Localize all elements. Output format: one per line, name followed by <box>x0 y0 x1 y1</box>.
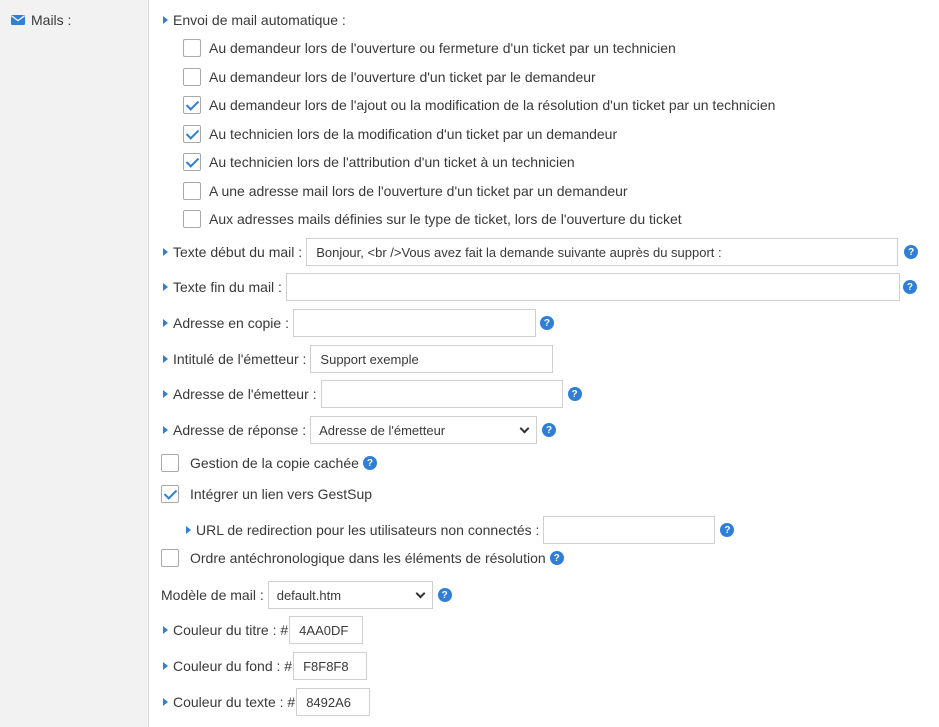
auto-mail-checkbox-4[interactable] <box>183 125 201 143</box>
auto-mail-option-label: Aux adresses mails définies sur le type de ticket, lors de l'ouverture du ticket <box>209 211 682 227</box>
auto-mail-option-label: Au demandeur lors de l'ouverture ou fermeture d'un ticket par un technicien <box>209 40 676 56</box>
cc-address-label: Adresse en copie : <box>173 315 289 331</box>
chevron-down-icon <box>520 423 530 433</box>
help-icon[interactable]: ? <box>540 316 554 330</box>
sender-address-label: Adresse de l'émetteur : <box>173 386 317 402</box>
text-start-input[interactable]: Bonjour, <br />Vous avez fait la demande suivante auprès du support : <box>306 238 898 266</box>
auto-mail-option[interactable] <box>183 39 676 57</box>
auto-mail-option[interactable] <box>183 182 628 200</box>
sidebar <box>0 0 149 727</box>
help-icon[interactable]: ? <box>903 280 917 294</box>
gestsup-link-checkbox[interactable] <box>161 485 179 503</box>
text-start-row <box>163 238 918 266</box>
text-color-row <box>163 688 370 716</box>
help-icon[interactable]: ? <box>542 423 556 437</box>
caret-right-icon <box>163 626 168 634</box>
sender-name-label: Intitulé de l'émetteur : <box>173 351 307 367</box>
caret-right-icon <box>186 526 191 534</box>
help-icon[interactable]: ? <box>720 523 734 537</box>
cc-address-input[interactable] <box>293 309 536 337</box>
caret-right-icon <box>163 283 168 291</box>
auto-mail-option[interactable] <box>183 125 617 143</box>
chevron-down-icon <box>415 588 425 598</box>
auto-mail-option[interactable] <box>183 68 596 86</box>
auto-mail-checkbox-3[interactable] <box>183 96 201 114</box>
auto-mail-checkbox-1[interactable] <box>183 39 201 57</box>
title-color-input[interactable]: 4AA0DF <box>289 616 363 644</box>
auto-mail-option[interactable] <box>183 96 775 114</box>
sender-name-row <box>163 345 553 373</box>
template-select[interactable] <box>268 581 433 609</box>
reply-address-row <box>163 416 556 444</box>
auto-mail-option-label: Au demandeur lors de l'ajout ou la modification de la résolution d'un ticket par un technicien <box>209 97 776 113</box>
auto-mail-option[interactable] <box>183 210 682 228</box>
text-end-row <box>163 273 917 301</box>
help-icon[interactable]: ? <box>550 551 564 565</box>
reverse-order-row[interactable] <box>161 549 564 567</box>
reverse-order-checkbox[interactable] <box>161 549 179 567</box>
template-row <box>161 581 452 609</box>
caret-right-icon <box>163 662 168 670</box>
text-end-label: Texte fin du mail : <box>173 279 282 295</box>
reply-address-label: Adresse de réponse : <box>173 422 307 438</box>
reverse-order-label: Ordre antéchronologique dans les éléments de résolution <box>190 550 546 566</box>
auto-mail-option-label: Au technicien lors de l'attribution d'un ticket à un technicien <box>209 154 575 170</box>
title-color-label: Couleur du titre : # <box>173 622 289 638</box>
text-color-input[interactable]: 8492A6 <box>296 688 370 716</box>
auto-mail-checkbox-5[interactable] <box>183 153 201 171</box>
bg-color-label: Couleur du fond : # <box>173 658 293 674</box>
auto-mail-checkbox-2[interactable] <box>183 68 201 86</box>
reply-address-select[interactable] <box>310 416 537 444</box>
caret-right-icon <box>163 355 168 363</box>
cc-address-row <box>163 309 554 337</box>
sender-address-input[interactable] <box>321 380 563 408</box>
caret-right-icon <box>163 390 168 398</box>
help-icon[interactable]: ? <box>363 456 377 470</box>
text-end-input[interactable] <box>286 273 900 301</box>
bg-color-input[interactable]: F8F8F8 <box>293 652 367 680</box>
help-icon[interactable]: ? <box>904 245 918 259</box>
auto-mail-option-label: Au demandeur lors de l'ouverture d'un ticket par le demandeur <box>209 69 596 85</box>
sidebar-title-label: Mails : <box>31 12 72 28</box>
sidebar-title <box>11 12 71 28</box>
auto-mail-checkbox-7[interactable] <box>183 210 201 228</box>
caret-right-icon <box>163 16 168 24</box>
bg-color-row <box>163 652 367 680</box>
auto-mail-option-label: Au technicien lors de la modification d'un ticket par un demandeur <box>209 126 618 142</box>
template-selected: default.htm <box>276 587 342 603</box>
auto-mail-title: Envoi de mail automatique : <box>173 12 346 28</box>
redirect-url-row <box>186 516 734 544</box>
bcc-row[interactable] <box>161 454 377 472</box>
auto-mail-checkbox-6[interactable] <box>183 182 201 200</box>
sender-name-input[interactable]: Support exemple <box>310 345 553 373</box>
text-color-label: Couleur du texte : # <box>173 694 296 710</box>
caret-right-icon <box>163 319 168 327</box>
auto-mail-option[interactable] <box>183 153 575 171</box>
help-icon[interactable]: ? <box>568 387 582 401</box>
gestsup-link-label: Intégrer un lien vers GestSup <box>190 486 373 502</box>
bcc-checkbox[interactable] <box>161 454 179 472</box>
sender-address-row <box>163 380 582 408</box>
template-label: Modèle de mail : <box>161 587 264 603</box>
redirect-url-label: URL de redirection pour les utilisateurs non connectés : <box>196 522 540 538</box>
title-color-row <box>163 616 363 644</box>
mail-settings-panel <box>149 0 939 727</box>
caret-right-icon <box>163 426 168 434</box>
reply-address-selected: Adresse de l'émetteur <box>319 422 446 438</box>
envelope-icon <box>11 15 25 25</box>
caret-right-icon <box>163 698 168 706</box>
gestsup-link-row[interactable] <box>161 485 372 503</box>
redirect-url-input[interactable] <box>543 516 715 544</box>
caret-right-icon <box>163 248 168 256</box>
text-start-label: Texte début du mail : <box>173 244 303 260</box>
help-icon[interactable]: ? <box>438 588 452 602</box>
auto-mail-heading <box>163 12 346 28</box>
auto-mail-option-label: A une adresse mail lors de l'ouverture d'un ticket par un demandeur <box>209 183 628 199</box>
bcc-label: Gestion de la copie cachée <box>190 455 359 471</box>
